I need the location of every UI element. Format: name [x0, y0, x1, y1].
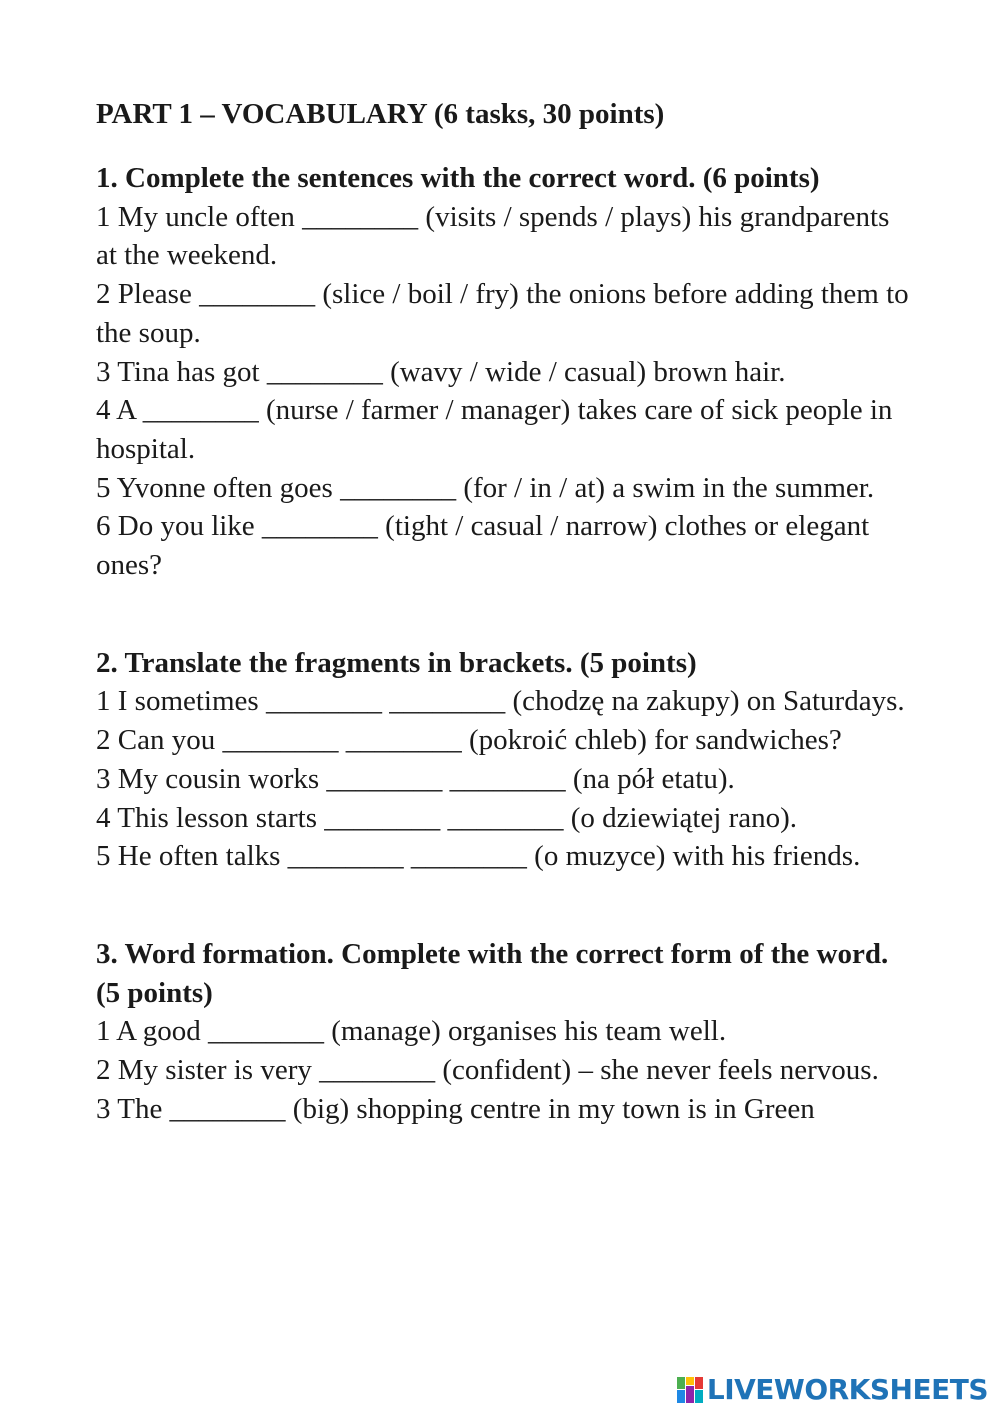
section-title: 1. Complete the sentences with the correct word. (6 points)	[96, 162, 820, 194]
exercise-item: 1 I sometimes ________ ________ (chodzę na zakupy) on Saturdays.	[96, 685, 905, 718]
exercise-item: 1 My uncle often ________ (visits / spends / plays) his grandparents at the weekend.	[96, 200, 890, 272]
exercise-item: 3 Tina has got ________ (wavy / wide / casual) brown hair.	[96, 355, 786, 388]
logo-text: LIVEWORKSHEETS	[706, 1373, 988, 1406]
worksheet-page	[96, 94, 916, 1128]
exercise-item: 5 Yvonne often goes ________ (for / in / at) a swim in the summer.	[96, 471, 875, 504]
liveworksheets-logo[interactable]	[677, 1373, 988, 1406]
exercise-item: 1 A good ________ (manage) organises his team well.	[96, 1015, 727, 1048]
exercise-item: 3 The ________ (big) shopping centre in my town is in Green	[96, 1092, 815, 1125]
liveworksheets-logo-icon	[677, 1377, 703, 1403]
exercise-item: 6 Do you like ________ (tight / casual / narrow) clothes or elegant ones?	[96, 510, 870, 582]
section-2	[96, 644, 916, 876]
exercise-item: 2 Please ________ (slice / boil / fry) the onions before adding them to the soup.	[96, 278, 909, 349]
section-3	[96, 935, 916, 1129]
section-title: 2. Translate the fragments in brackets. (5 points)	[96, 646, 697, 679]
part-title: PART 1 – VOCABULARY (6 tasks, 30 points)	[96, 98, 665, 130]
exercise-item: 2 Can you ________ ________ (pokroić chleb) for sandwiches?	[96, 724, 842, 757]
section-title: 3. Word formation. Complete with the correct form of the word. (5 points)	[96, 937, 889, 1009]
exercise-item: 4 A ________ (nurse / farmer / manager) takes care of sick people in hospital.	[96, 394, 893, 465]
exercise-item: 5 He often talks ________ ________ (o muzyce) with his friends.	[96, 840, 861, 873]
exercise-item: 2 My sister is very ________ (confident) – she never feels nervous.	[96, 1054, 879, 1087]
exercise-item: 3 My cousin works ________ ________ (na pół etatu).	[96, 762, 735, 795]
exercise-item: 4 This lesson starts ________ ________ (o dziewiątej rano).	[96, 801, 797, 834]
section-1	[96, 159, 916, 585]
